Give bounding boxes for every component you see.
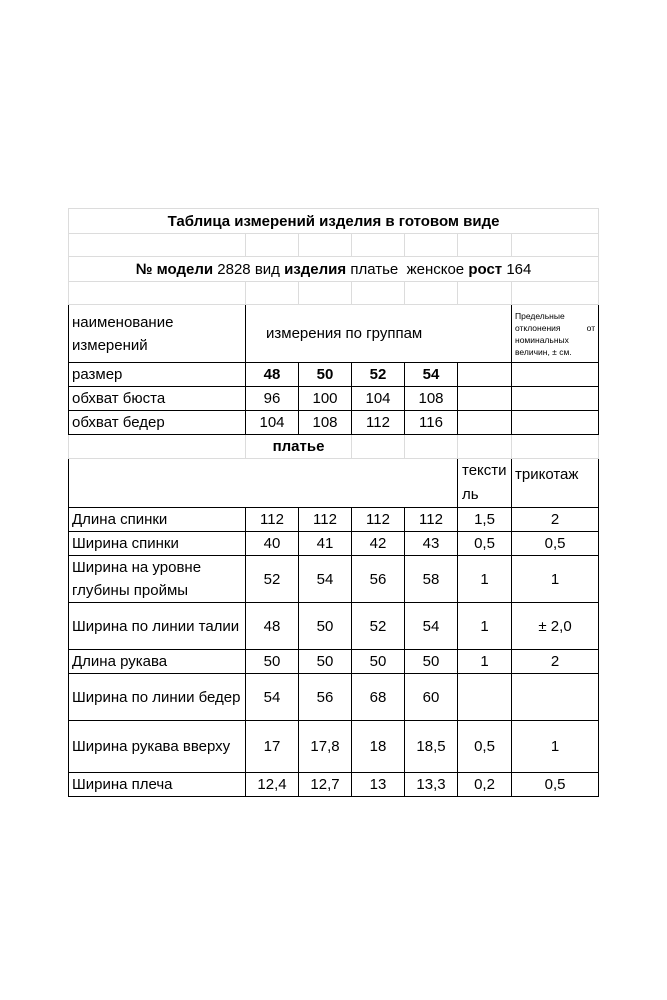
row-label: Длина рукава	[69, 650, 246, 674]
cell: 40	[246, 532, 299, 556]
row-label: Ширина спинки	[69, 532, 246, 556]
cell: 60	[405, 674, 458, 721]
cell: 12,7	[299, 773, 352, 797]
groups-header: измерения по группам	[246, 305, 512, 363]
row-label: Ширина по линии талии	[69, 603, 246, 650]
kind-label: вид	[254, 260, 280, 278]
cell: 50	[299, 603, 352, 650]
cell: 13	[352, 773, 405, 797]
knit-cell	[512, 674, 599, 721]
textile-header: тексти ль	[458, 459, 512, 508]
cell: 43	[405, 532, 458, 556]
cell: 41	[299, 532, 352, 556]
size-value: 52	[352, 363, 405, 387]
kind-value: платье женское	[350, 260, 465, 278]
knit-cell: ± 2,0	[512, 603, 599, 650]
table-row	[69, 773, 599, 797]
cell: 42	[352, 532, 405, 556]
cell: 54	[246, 674, 299, 721]
cell: 112	[299, 508, 352, 532]
height-label: рост	[468, 260, 503, 278]
textile-cell: 1,5	[458, 508, 512, 532]
textile-cell: 0,5	[458, 532, 512, 556]
cell: 48	[246, 603, 299, 650]
table-row	[69, 532, 599, 556]
size-value: 50	[299, 363, 352, 387]
cell: 54	[405, 603, 458, 650]
cell: 50	[246, 650, 299, 674]
knit-header: трикотаж	[512, 459, 599, 508]
cell: 50	[352, 650, 405, 674]
section-title: платье	[246, 435, 352, 459]
cell: 17,8	[299, 721, 352, 773]
textile-cell: 1	[458, 603, 512, 650]
cell: 56	[352, 556, 405, 603]
row-label: Ширина на уровне глубины проймы	[69, 556, 246, 603]
model-value: 2828	[217, 260, 251, 278]
row-label: обхват бюста	[69, 387, 246, 411]
table-row	[69, 387, 599, 411]
cell: 18,5	[405, 721, 458, 773]
textile-cell: 1	[458, 556, 512, 603]
cell: 112	[246, 508, 299, 532]
knit-cell: 2	[512, 508, 599, 532]
measurement-sheet	[68, 208, 598, 797]
height-value: 164	[506, 260, 532, 278]
cell: 112	[405, 508, 458, 532]
cell: 18	[352, 721, 405, 773]
cell: 52	[352, 603, 405, 650]
size-label: размер	[69, 363, 246, 387]
spacer-row	[69, 234, 599, 257]
textile-cell: 0,5	[458, 721, 512, 773]
spacer-row	[69, 282, 599, 305]
table-row	[69, 603, 599, 650]
knit-cell: 0,5	[512, 532, 599, 556]
table-row	[69, 674, 599, 721]
table-row	[69, 721, 599, 773]
size-value: 48	[246, 363, 299, 387]
cell: 12,4	[246, 773, 299, 797]
cell: 104	[352, 387, 405, 411]
cell: 68	[352, 674, 405, 721]
cell: 96	[246, 387, 299, 411]
table-title: Таблица измерений изделия в готовом виде	[69, 209, 599, 234]
kind-label-bold: изделия	[284, 260, 347, 278]
textile-cell	[458, 674, 512, 721]
textile-cell: 1	[458, 650, 512, 674]
row-label: Ширина по линии бедер	[69, 674, 246, 721]
table-row	[69, 411, 599, 435]
table-row	[69, 650, 599, 674]
knit-cell: 0,5	[512, 773, 599, 797]
cell: 13,3	[405, 773, 458, 797]
knit-cell: 1	[512, 721, 599, 773]
row-label: обхват бедер	[69, 411, 246, 435]
cell: 52	[246, 556, 299, 603]
cell: 108	[299, 411, 352, 435]
table-row	[69, 508, 599, 532]
cell: 100	[299, 387, 352, 411]
model-label: № модели	[135, 260, 214, 278]
row-label: Ширина плеча	[69, 773, 246, 797]
cell: 50	[299, 650, 352, 674]
model-line	[69, 257, 599, 282]
textile-cell: 0,2	[458, 773, 512, 797]
deviation-header: Предельные отклонения от номинальных величин, ± см.	[512, 305, 599, 363]
cell: 58	[405, 556, 458, 603]
size-row	[69, 363, 599, 387]
name-column-header: наименование измерений	[69, 305, 246, 363]
cell: 112	[352, 508, 405, 532]
size-value: 54	[405, 363, 458, 387]
cell: 108	[405, 387, 458, 411]
row-label: Длина спинки	[69, 508, 246, 532]
knit-cell: 1	[512, 556, 599, 603]
table-row	[69, 556, 599, 603]
row-label: Ширина рукава вверху	[69, 721, 246, 773]
cell: 50	[405, 650, 458, 674]
cell: 112	[352, 411, 405, 435]
cell: 17	[246, 721, 299, 773]
measurement-table	[68, 208, 599, 797]
knit-cell: 2	[512, 650, 599, 674]
cell: 116	[405, 411, 458, 435]
cell: 104	[246, 411, 299, 435]
cell: 56	[299, 674, 352, 721]
cell: 54	[299, 556, 352, 603]
